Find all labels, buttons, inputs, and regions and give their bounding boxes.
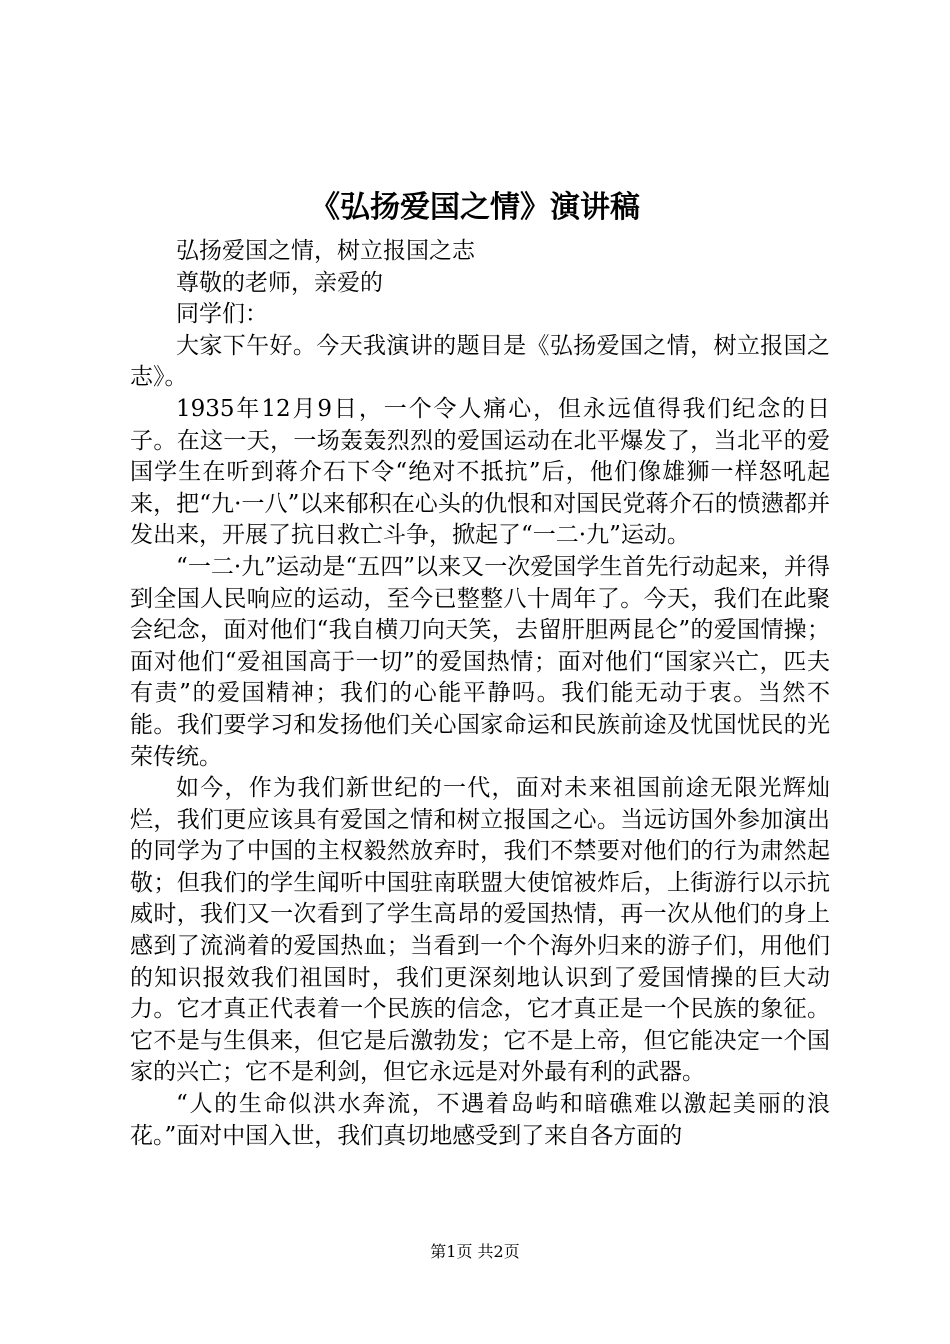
document-body: [130, 236, 830, 1152]
document-title: 《弘扬爱国之情》演讲稿: [310, 190, 640, 225]
salutation-line: 尊敬的老师，亲爱的: [176, 269, 383, 296]
paragraph-modern: 如今，作为我们新世纪的一代，面对未来祖国前途无限光辉灿烂，我们更应该具有爱国之情和树立报国之心。当远访国外参加演出的同学为了中国的主权毅然放弃时，我们不禁要对他们的行为肃然起敬；但我们的学生闻听中国驻南联盟大使馆被炸后，上街游行以示抗威时，我们又一次看到了学生高昂的爱国热情，再一次从他们的身上感到了流淌着的爱国热血；当看到一个个海外归来的游子们，用他们的知识报效我们祖国时，我们更深刻地认识到了爱国情操的巨大动力。它才真正代表着一个民族的信念，它才真正是一个民族的象征。它不是与生俱来，但它是后激勃发；它不是上帝，但它能决定一个国家的兴亡；它不是利剑，但它永远是对外最有利的武器。: [130, 775, 830, 1086]
salutation-line-2: 同学们：: [176, 301, 268, 328]
paragraph-quote: “人的生命似洪水奔流，不遇着岛屿和暗礁难以激起美丽的浪花。”面对中国入世，我们真切地感受到了来自各方面的: [130, 1091, 830, 1149]
paragraph-movement: “一二·九”运动是“五四”以来又一次爱国学生首先行动起来，并得到全国人民响应的运动，至今已整整八十周年了。今天，我们在此聚会纪念，面对他们“我自横刀向天笑，去留肝胆两昆仑”的爱国情操；面对他们“爱祖国高于一切”的爱国热情；面对他们“国家兴亡，匹夫有责”的爱国精神；我们的心能平静吗。我们能无动于衷。当然不能。我们要学习和发扬他们关心国家命运和民族前途及忧国忧民的光荣传统。: [130, 553, 830, 770]
paragraph-intro: 大家下午好。今天我演讲的题目是《弘扬爱国之情，树立报国之志》。: [130, 332, 830, 391]
paragraph-history: 1935年12月9日，一个令人痛心，但永远值得我们纪念的日子。在这一天，一场轰轰烈烈的爱国运动在北平爆发了，当北平的爱国学生在听到蒋介石下令“绝对不抵抗”后，他们像雄狮一样怒吼起来，把“九·一八”以来郁积在心头的仇恨和对国民党蒋介石的愤懑都并发出来，开展了抗日救亡斗争，掀起了“一二·九”运动。: [130, 395, 830, 549]
subtitle-line: 弘扬爱国之情，树立报国之志: [176, 238, 475, 264]
page-number-footer: 第1页 共2页: [430, 1242, 520, 1261]
